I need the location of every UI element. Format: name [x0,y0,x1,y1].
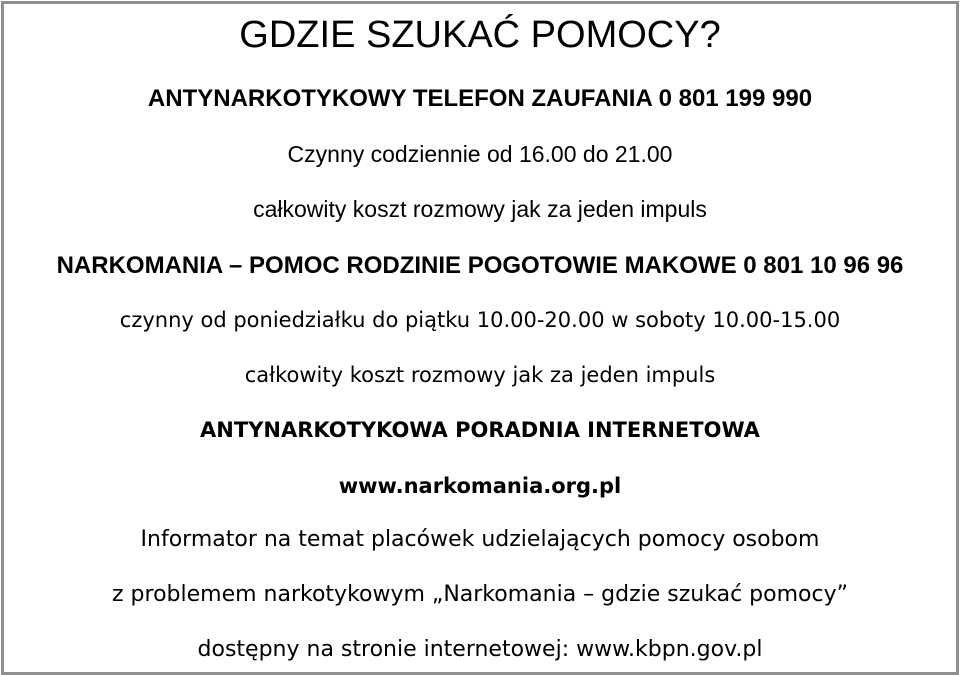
info-line-1: Informator na temat placówek udzielających pomocy osobom [140,527,820,552]
info-line-2: z problemem narkotykowym „Narkomania – gdzie szukać pomocy” [112,582,848,607]
family-help-heading: NARKOMANIA – POMOC RODZINIE POGOTOWIE MAKOWE 0 801 10 96 96 [56,252,904,279]
family-help-hours: czynny od poniedziałku do piątku 10.00-20.00 w soboty 10.00-15.00 [119,308,841,332]
page-title: GDZIE SZUKAĆ POMOCY? [239,14,721,56]
family-help-cost: całkowity koszt rozmowy jak za jeden impuls [244,363,716,387]
online-clinic-url[interactable]: www.narkomania.org.pl [338,474,622,498]
hotline-heading: ANTYNARKOTYKOWY TELEFON ZAUFANIA 0 801 199 990 [147,85,813,112]
online-clinic-heading: ANTYNARKOTYKOWA PORADNIA INTERNETOWA [200,418,760,442]
hotline-cost: całkowity koszt rozmowy jak za jeden impuls [253,196,707,222]
hotline-hours: Czynny codziennie od 16.00 do 21.00 [287,141,673,167]
info-line-3: dostępny na stronie internetowej: www.kbpn.gov.pl [197,637,763,662]
